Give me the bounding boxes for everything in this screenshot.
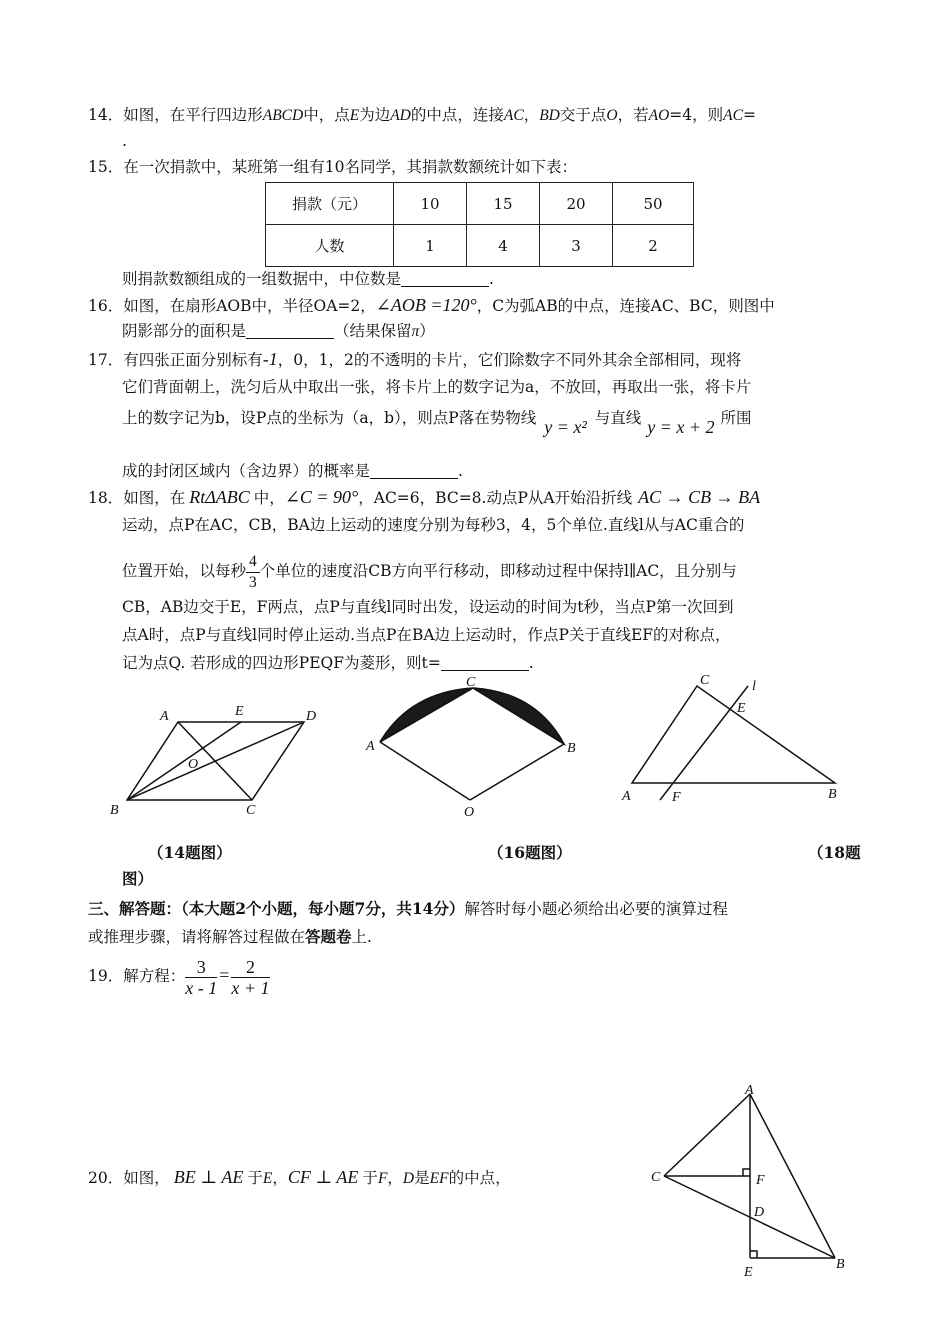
q19-equation: 19．解方程： $\frac{3}{x - 1}$ = $\frac{2}{x + 1}$ <box>88 956 270 998</box>
table-row <box>266 183 694 225</box>
table-cell: 捐款（元） <box>266 183 394 225</box>
fig18-label: A <box>622 789 631 804</box>
fig20-label: B <box>836 1257 845 1272</box>
q18-line6: 记为点Q. 若形成的四边形PEQF为菱形，则t= . <box>122 654 534 672</box>
fig20-label: C <box>651 1170 661 1185</box>
fraction: $\frac{4}{3}$ <box>246 552 260 593</box>
fig16-label: C <box>466 675 476 690</box>
fig16-caption: （16题图） <box>488 843 572 862</box>
right-angle-f <box>743 1169 750 1176</box>
table-cell: 50 <box>613 183 694 225</box>
fig18-label: l <box>752 679 756 694</box>
table-row <box>266 225 694 267</box>
fig16-label: O <box>464 805 475 820</box>
donation-table <box>265 182 694 267</box>
fraction-lhs: $\frac{3}{x - 1}$ <box>185 956 218 998</box>
fig14-caption: （14题图） <box>148 843 232 862</box>
fig16-label: A <box>366 739 375 754</box>
q14-line2: . <box>122 132 127 150</box>
fig18-label: C <box>700 673 710 688</box>
q18-line5: 点A时，点P与直线l同时停止运动.当点P在BA边上运动时，作点P关于直线EF的对称点， <box>122 626 731 644</box>
figures-row <box>0 670 950 830</box>
fig18-label: B <box>828 787 837 802</box>
fig18-caption-part2: 图） <box>122 869 154 888</box>
radius-oa <box>380 742 470 800</box>
q17-line3: 上的数字记为b，设P点的坐标为（a，b），则点P落在势物线 y = x² 与直线 y = x + 2 所围 <box>122 409 752 437</box>
section3-line2: 或推理步骤，请将解答过程做在答题卷上. <box>88 927 372 946</box>
q17-line1: 17．有四张正面分别标有-1，0，1，2的不透明的卡片，它们除数字不同外其余全部相同，现将 <box>88 349 742 369</box>
segment-ac <box>664 1094 750 1176</box>
fig14-label: E <box>235 704 244 719</box>
answer-blank[interactable] <box>401 270 489 287</box>
q18-line1: 18．如图，在 RtΔABC 中，∠C = 90°，AC=6，BC=8.动点P从A开始沿折线 AC → CB → BA <box>88 487 761 507</box>
answer-blank[interactable] <box>246 322 334 339</box>
q17-line4: 成的封闭区域内（含边界）的概率是 . <box>122 462 463 480</box>
figure-14-parallelogram <box>127 722 304 800</box>
section3-heading: 三、解答题：（本大题2个小题，每小题7分，共14分）解答时每小题必须给出必要的演算过程 <box>88 899 728 918</box>
fig14-label: C <box>246 803 256 818</box>
figure-20-lines <box>664 1094 835 1258</box>
fig18-caption-part1: （18题 <box>808 843 861 862</box>
fig20-label: E <box>744 1265 753 1280</box>
fig14-label: D <box>306 709 317 724</box>
answer-blank[interactable] <box>370 462 458 479</box>
triangle-abc <box>632 686 835 783</box>
figure-18-triangle <box>632 686 835 800</box>
figure-16-sector <box>380 688 564 800</box>
fig14-label: O <box>188 757 199 772</box>
radius-ob <box>470 744 564 800</box>
q18-line4: CB，AB边交于E，F两点，点P与直线l同时出发，设运动的时间为t秒，当点P第一次回到 <box>122 598 734 616</box>
q20-line1: 20．如图， BE ⊥ AE 于E，CF ⊥ AE 于F，D是EF的中点， <box>88 1167 511 1187</box>
q15-line2: 则捐款数额组成的一组数据中，中位数是 . <box>122 270 494 288</box>
table-cell: 2 <box>613 225 694 267</box>
chord-ac <box>380 688 473 742</box>
table-cell: 人数 <box>266 225 394 267</box>
q18-line2: 运动，点P在AC，CB，BA边上运动的速度分别为每秒3，4，5个单位.直线l从与AC重合的 <box>122 516 745 534</box>
table-cell: 1 <box>394 225 467 267</box>
fig14-label: B <box>110 803 119 818</box>
q16-line2: 阴影部分的面积是 （结果保留π） <box>122 322 435 340</box>
fig20-label: D <box>754 1205 765 1220</box>
q15-line1: 15．在一次捐款中，某班第一组有10名同学，其捐款数额统计如下表： <box>88 158 577 176</box>
figure-20 <box>640 1080 860 1280</box>
segment-be <box>127 722 241 800</box>
right-angle-e <box>750 1251 757 1258</box>
fig18-label: E <box>737 701 746 716</box>
chord-cb <box>473 688 564 744</box>
table-cell: 20 <box>540 183 613 225</box>
fig18-label: F <box>672 790 681 805</box>
table-cell: 3 <box>540 225 613 267</box>
table-cell: 10 <box>394 183 467 225</box>
q14-line1: 14．如图，在平行四边形ABCD中，点E为边AD的中点，连接AC，BD交于点O，若AO=4，则AC= <box>88 106 756 124</box>
q18-line3: 位置开始，以每秒 $\frac{4}{3}$ 个单位的速度沿CB方向平行移动，即移动过程中保持l∥AC，且分别与 <box>122 552 737 591</box>
q17-line2: 它们背面朝上，洗匀后从中取出一张，将卡片上的数字记为a，不放回，再取出一张，将卡片 <box>122 378 752 396</box>
table-cell: 15 <box>467 183 540 225</box>
table-cell: 4 <box>467 225 540 267</box>
fig20-label: A <box>745 1083 754 1098</box>
fig20-label: F <box>756 1173 765 1188</box>
fig14-label: A <box>160 709 169 724</box>
q16-line1: 16．如图，在扇形AOB中，半径OA=2，∠AOB =120°，C为弧AB的中点，连接AC、BC，则图中 <box>88 295 775 315</box>
fraction-rhs: $\frac{2}{x + 1}$ <box>231 956 270 998</box>
fig16-label: B <box>567 741 576 756</box>
answer-blank[interactable] <box>441 654 529 671</box>
